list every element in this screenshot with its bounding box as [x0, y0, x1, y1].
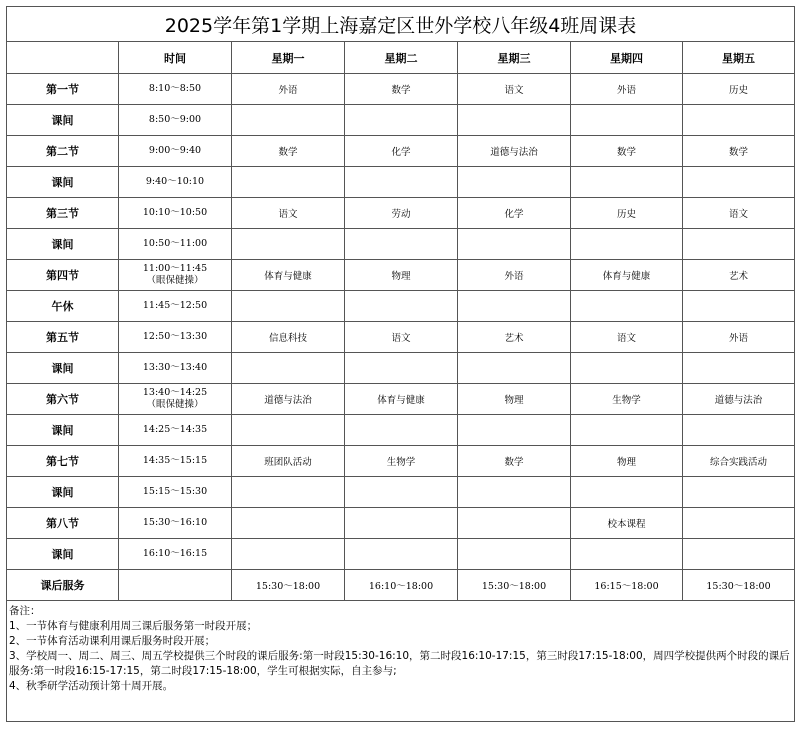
header-tuesday: 星期二 — [345, 42, 458, 74]
period-label: 课间 — [7, 105, 119, 136]
time-cell — [119, 322, 232, 353]
subject-cell-wednesday: 15:30～18:00 — [458, 570, 571, 601]
subject-cell-wednesday — [458, 477, 571, 508]
time-cell — [119, 384, 232, 415]
subject-cell-wednesday — [458, 229, 571, 260]
schedule-row — [7, 291, 795, 322]
subject-cell-tuesday: 生物学 — [345, 446, 458, 477]
subject-cell-tuesday: 体育与健康 — [345, 384, 458, 415]
subject-cell-wednesday — [458, 415, 571, 446]
subject-cell-friday — [683, 353, 795, 384]
subject-cell-monday — [232, 539, 345, 570]
subject-cell-friday — [683, 229, 795, 260]
subject-cell-tuesday: 数学 — [345, 74, 458, 105]
subject-cell-friday — [683, 167, 795, 198]
time-cell — [119, 353, 232, 384]
period-label: 午休 — [7, 291, 119, 322]
subject-cell-monday: 信息科技 — [232, 322, 345, 353]
subject-cell-tuesday — [345, 105, 458, 136]
subject-cell-tuesday — [345, 477, 458, 508]
time-cell — [119, 415, 232, 446]
note-item: 2、一节体育活动课利用课后服务时段开展； — [9, 635, 216, 647]
subject-cell-thursday — [571, 291, 683, 322]
subject-cell-tuesday — [345, 291, 458, 322]
header-monday: 星期一 — [232, 42, 345, 74]
header-thursday: 星期四 — [571, 42, 683, 74]
period-label: 课间 — [7, 353, 119, 384]
subject-cell-wednesday: 外语 — [458, 260, 571, 291]
time-cell — [119, 198, 232, 229]
schedule-row — [7, 539, 795, 570]
subject-cell-tuesday: 化学 — [345, 136, 458, 167]
subject-cell-monday — [232, 167, 345, 198]
subject-cell-thursday: 数学 — [571, 136, 683, 167]
subject-cell-monday — [232, 477, 345, 508]
subject-cell-thursday: 物理 — [571, 446, 683, 477]
time-cell — [119, 105, 232, 136]
subject-cell-monday — [232, 291, 345, 322]
header-row — [7, 42, 795, 74]
subject-cell-friday — [683, 105, 795, 136]
subject-cell-friday: 数学 — [683, 136, 795, 167]
period-label: 第五节 — [7, 322, 119, 353]
time-range: 15:30～16:10 — [142, 517, 208, 528]
schedule-row — [7, 198, 795, 229]
subject-cell-friday: 道德与法治 — [683, 384, 795, 415]
subject-cell-tuesday — [345, 415, 458, 446]
subject-cell-tuesday: 16:10～18:00 — [345, 570, 458, 601]
period-label: 课间 — [7, 539, 119, 570]
subject-cell-thursday — [571, 353, 683, 384]
subject-cell-thursday: 16:15～18:00 — [571, 570, 683, 601]
period-label: 课后服务 — [7, 570, 119, 601]
header-time: 时间 — [119, 42, 232, 74]
time-range: 10:10～10:50 — [142, 207, 208, 218]
period-label: 第一节 — [7, 74, 119, 105]
period-label: 第八节 — [7, 508, 119, 539]
subject-cell-thursday: 校本课程 — [571, 508, 683, 539]
time-note: （眼保健操） — [146, 275, 204, 286]
schedule-row — [7, 167, 795, 198]
subject-cell-friday: 历史 — [683, 74, 795, 105]
subject-cell-monday: 道德与法治 — [232, 384, 345, 415]
schedule-row — [7, 570, 795, 601]
subject-cell-thursday — [571, 477, 683, 508]
subject-cell-friday: 艺术 — [683, 260, 795, 291]
period-label: 课间 — [7, 229, 119, 260]
subject-cell-wednesday: 道德与法治 — [458, 136, 571, 167]
header-corner — [7, 42, 119, 74]
subject-cell-monday — [232, 229, 345, 260]
subject-cell-friday: 15:30～18:00 — [683, 570, 795, 601]
period-label: 课间 — [7, 415, 119, 446]
subject-cell-thursday — [571, 105, 683, 136]
schedule-row — [7, 260, 795, 291]
schedule-row — [7, 322, 795, 353]
subject-cell-monday — [232, 105, 345, 136]
subject-cell-monday: 数学 — [232, 136, 345, 167]
subject-cell-friday — [683, 291, 795, 322]
period-label: 第六节 — [7, 384, 119, 415]
subject-cell-friday: 外语 — [683, 322, 795, 353]
notes-section — [7, 601, 795, 722]
subject-cell-wednesday — [458, 539, 571, 570]
notes-row — [7, 601, 795, 722]
subject-cell-wednesday: 语文 — [458, 74, 571, 105]
time-cell — [119, 539, 232, 570]
period-label: 第四节 — [7, 260, 119, 291]
time-cell — [119, 291, 232, 322]
subject-cell-thursday: 外语 — [571, 74, 683, 105]
subject-cell-wednesday — [458, 105, 571, 136]
period-label: 第七节 — [7, 446, 119, 477]
subject-cell-friday — [683, 539, 795, 570]
subject-cell-friday: 语文 — [683, 198, 795, 229]
subject-cell-tuesday: 劳动 — [345, 198, 458, 229]
subject-cell-wednesday: 艺术 — [458, 322, 571, 353]
subject-cell-tuesday — [345, 167, 458, 198]
schedule-row — [7, 477, 795, 508]
time-range: 14:35～15:15 — [142, 455, 208, 466]
subject-cell-thursday — [571, 415, 683, 446]
header-wednesday: 星期三 — [458, 42, 571, 74]
schedule-row — [7, 353, 795, 384]
subject-cell-friday — [683, 477, 795, 508]
schedule-row — [7, 229, 795, 260]
subject-cell-wednesday — [458, 291, 571, 322]
subject-cell-thursday: 生物学 — [571, 384, 683, 415]
time-range: 9:40～10:10 — [145, 176, 205, 187]
time-range: 8:50～9:00 — [148, 114, 202, 125]
subject-cell-wednesday: 数学 — [458, 446, 571, 477]
timetable-sheet — [6, 6, 794, 722]
subject-cell-tuesday — [345, 229, 458, 260]
subject-cell-monday — [232, 508, 345, 539]
subject-cell-wednesday — [458, 508, 571, 539]
time-range: 12:50～13:30 — [142, 331, 208, 342]
subject-cell-friday — [683, 508, 795, 539]
note-item: 1、一节体育与健康利用周三课后服务第一时段开展； — [9, 620, 258, 632]
subject-cell-monday — [232, 415, 345, 446]
subject-cell-thursday — [571, 167, 683, 198]
schedule-row — [7, 74, 795, 105]
subject-cell-tuesday: 物理 — [345, 260, 458, 291]
schedule-row — [7, 446, 795, 477]
subject-cell-monday: 班团队活动 — [232, 446, 345, 477]
schedule-row — [7, 415, 795, 446]
schedule-row — [7, 384, 795, 415]
note-item: 4、秋季研学活动预计第十周开展。 — [9, 680, 174, 692]
note-item: 3、学校周一、周二、周三、周五学校提供三个时段的课后服务:第一时段15:30-16:10，第二时段16:10-17:15，第三时段17:15-18:00，周四学校提供两个时段的课后服务:第一时段16:15-17:15，第二时段17:15-18:00，学生可根据实际，自主参与; — [9, 650, 790, 677]
period-label: 课间 — [7, 167, 119, 198]
time-range: 11:00～11:45 — [142, 263, 208, 274]
subject-cell-friday — [683, 415, 795, 446]
time-cell — [119, 446, 232, 477]
subject-cell-friday: 综合实践活动 — [683, 446, 795, 477]
schedule-row — [7, 105, 795, 136]
time-cell — [119, 570, 232, 601]
time-cell — [119, 136, 232, 167]
subject-cell-monday: 外语 — [232, 74, 345, 105]
subject-cell-thursday: 语文 — [571, 322, 683, 353]
time-range: 16:10～16:15 — [142, 548, 208, 559]
period-label: 第三节 — [7, 198, 119, 229]
time-cell — [119, 167, 232, 198]
time-range: 14:25～14:35 — [142, 424, 208, 435]
time-range: 15:15～15:30 — [142, 486, 208, 497]
time-range: 11:45～12:50 — [142, 300, 208, 311]
subject-cell-thursday — [571, 229, 683, 260]
subject-cell-monday — [232, 353, 345, 384]
schedule-row — [7, 136, 795, 167]
time-range: 13:40～14:25 — [142, 387, 208, 398]
subject-cell-wednesday: 物理 — [458, 384, 571, 415]
period-label: 课间 — [7, 477, 119, 508]
period-label: 第二节 — [7, 136, 119, 167]
time-range: 13:30～13:40 — [142, 362, 208, 373]
subject-cell-monday: 体育与健康 — [232, 260, 345, 291]
time-range: 10:50～11:00 — [142, 238, 208, 249]
time-cell — [119, 477, 232, 508]
time-note: （眼保健操） — [146, 399, 204, 410]
time-cell — [119, 229, 232, 260]
time-cell — [119, 74, 232, 105]
time-cell — [119, 508, 232, 539]
subject-cell-tuesday — [345, 353, 458, 384]
subject-cell-monday: 语文 — [232, 198, 345, 229]
schedule-row — [7, 508, 795, 539]
subject-cell-tuesday — [345, 508, 458, 539]
time-cell — [119, 260, 232, 291]
time-range: 8:10～8:50 — [148, 83, 202, 94]
timetable-title: 2025学年第1学期上海嘉定区世外学校八年级4班周课表 — [7, 7, 795, 42]
subject-cell-wednesday: 化学 — [458, 198, 571, 229]
subject-cell-tuesday: 语文 — [345, 322, 458, 353]
timetable — [6, 6, 795, 722]
header-friday: 星期五 — [683, 42, 795, 74]
notes-heading: 备注： — [9, 605, 41, 617]
subject-cell-thursday: 体育与健康 — [571, 260, 683, 291]
subject-cell-thursday — [571, 539, 683, 570]
subject-cell-wednesday — [458, 167, 571, 198]
subject-cell-tuesday — [345, 539, 458, 570]
subject-cell-monday: 15:30～18:00 — [232, 570, 345, 601]
subject-cell-thursday: 历史 — [571, 198, 683, 229]
time-range: 9:00～9:40 — [148, 145, 202, 156]
subject-cell-wednesday — [458, 353, 571, 384]
